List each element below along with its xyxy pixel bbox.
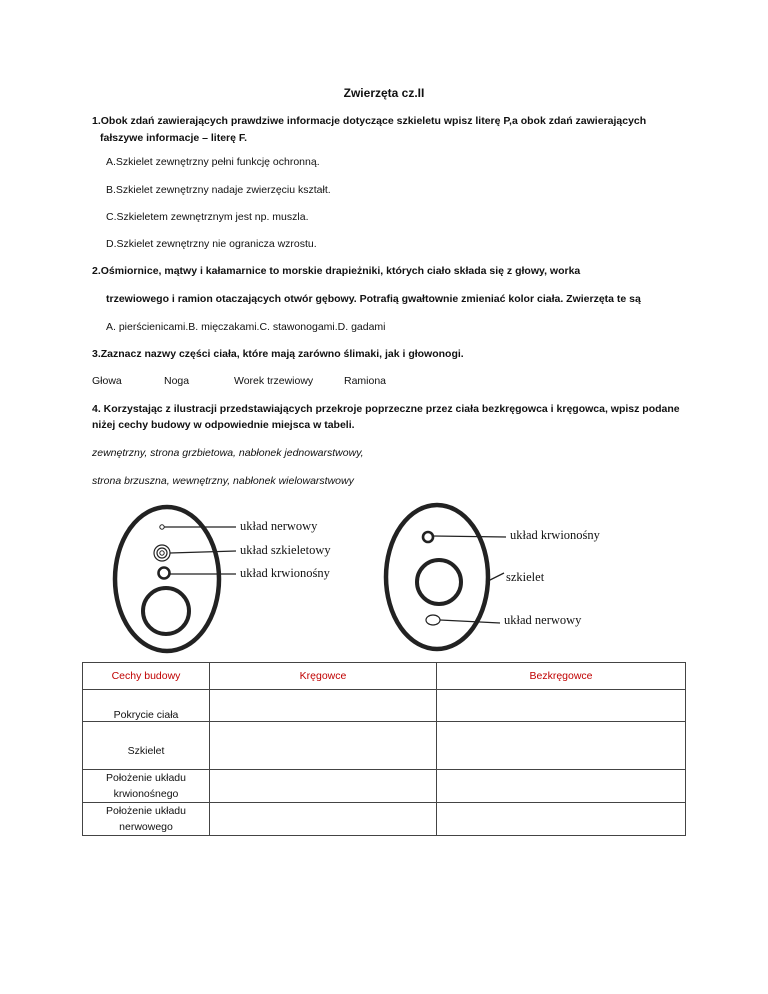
answer-cell-invertebrate-skeleton[interactable] (437, 722, 686, 770)
header-invertebrates: Bezkręgowce (437, 663, 686, 690)
q1-statement-d: D.Szkielet zewnętrzny nie ogranicza wzrostu. (106, 238, 317, 250)
row-label-circulatory-line2: krwionośnego (113, 788, 179, 800)
q4-prompt-line1: 4. Korzystając z ilustracji przedstawiających przekroje poprzeczne przez ciała bezkręgowca i kręgowca, wpisz podane (92, 403, 680, 415)
q3-option-visceral-mass: Worek trzewiowy (234, 375, 314, 387)
leader-skeletal (170, 551, 236, 553)
table-row (83, 690, 686, 722)
q4-terms-line1: zewnętrzny, strona grzbietowa, nabłonek jednowarstwowy, (92, 447, 364, 459)
label-vertebrate-circulatory: układ krwionośny (240, 566, 330, 580)
label-vertebrate-nervous: układ nerwowy (240, 519, 318, 533)
leader-nervous-right (440, 620, 500, 623)
vertebrate-spine-inner (160, 551, 164, 555)
invertebrate-nerve-cord (426, 615, 440, 625)
row-label-circulatory-line1: Położenie układu (106, 772, 186, 784)
q4-terms-line2: strona brzuszna, wewnętrzny, nabłonek wielowarstwowy (92, 475, 354, 487)
header-traits: Cechy budowy (83, 663, 210, 690)
invertebrate-gut (417, 560, 461, 604)
header-vertebrates: Kręgowce (210, 663, 437, 690)
label-vertebrate-skeletal: układ szkieletowy (240, 543, 331, 557)
row-label-circulatory-position (83, 770, 210, 803)
invertebrate-body-outline (386, 505, 488, 649)
q3-option-head: Głowa (92, 375, 122, 387)
table-row (83, 770, 686, 803)
answer-cell-invertebrate-circulatory[interactable] (437, 770, 686, 803)
q2-answer-options: A. pierścienicami.B. mięczakami.C. stawonogami.D. gadami (106, 321, 386, 333)
row-label-body-covering: Pokrycie ciała (83, 690, 210, 722)
label-invertebrate-nervous: układ nerwowy (504, 613, 582, 627)
answer-cell-invertebrate-covering[interactable] (437, 690, 686, 722)
row-label-nervous-position (83, 803, 210, 836)
vertebrate-blood-vessel (159, 568, 170, 579)
q1-statement-c: C.Szkieletem zewnętrznym jest np. muszla. (106, 211, 309, 223)
table-header-row (83, 663, 686, 690)
row-label-nervous-line1: Położenie układu (106, 805, 186, 817)
leader-circulatory-right (433, 536, 506, 537)
table-row (83, 722, 686, 770)
q2-prompt-line2: trzewiowego i ramion otaczających otwór gębowy. Potrafią gwałtownie zmieniać kolor ciała. Zwierzęta te są (106, 293, 641, 305)
q1-prompt-line1: 1.Obok zdań zawierających prawdziwe informacje dotyczące szkieletu wpisz literę P,a obok zdań zawierających (92, 115, 647, 127)
q1-prompt-line2: fałszywe informacje – literę F. (100, 132, 248, 144)
q4-prompt-line2: niżej cechy budowy w odpowiednie miejsca w tabeli. (92, 419, 355, 431)
q1-statement-a: A.Szkielet zewnętrzny pełni funkcję ochronną. (106, 156, 320, 168)
traits-table (82, 662, 686, 836)
q3-option-foot: Noga (164, 375, 190, 387)
answer-cell-vertebrate-nervous[interactable] (210, 803, 437, 836)
row-label-skeleton: Szkielet (83, 722, 210, 770)
row-label-nervous-line2: nerwowego (119, 821, 173, 833)
q1-statement-b: B.Szkielet zewnętrzny nadaje zwierzęciu kształt. (106, 184, 331, 196)
q2-prompt-line1: 2.Ośmiornice, mątwy i kałamarnice to morskie drapieżniki, których ciało składa się z głowy, worka (92, 265, 581, 277)
answer-cell-vertebrate-covering[interactable] (210, 690, 437, 722)
answer-cell-vertebrate-skeleton[interactable] (210, 722, 437, 770)
label-invertebrate-circulatory: układ krwionośny (510, 528, 600, 542)
answer-cell-vertebrate-circulatory[interactable] (210, 770, 437, 803)
page-title: Zwierzęta cz.II (343, 86, 425, 100)
invertebrate-blood-vessel (423, 532, 433, 542)
vertebrate-spine-mid (157, 548, 167, 558)
vertebrate-nerve-cord (160, 525, 164, 529)
q3-option-arms: Ramiona (344, 375, 387, 387)
label-invertebrate-skeleton: szkielet (506, 570, 545, 584)
q3-prompt: 3.Zaznacz nazwy części ciała, które mają zarówno ślimaki, jak i głowonogi. (92, 348, 464, 360)
answer-cell-invertebrate-nervous[interactable] (437, 803, 686, 836)
table-row (83, 803, 686, 836)
vertebrate-gut (143, 588, 189, 634)
